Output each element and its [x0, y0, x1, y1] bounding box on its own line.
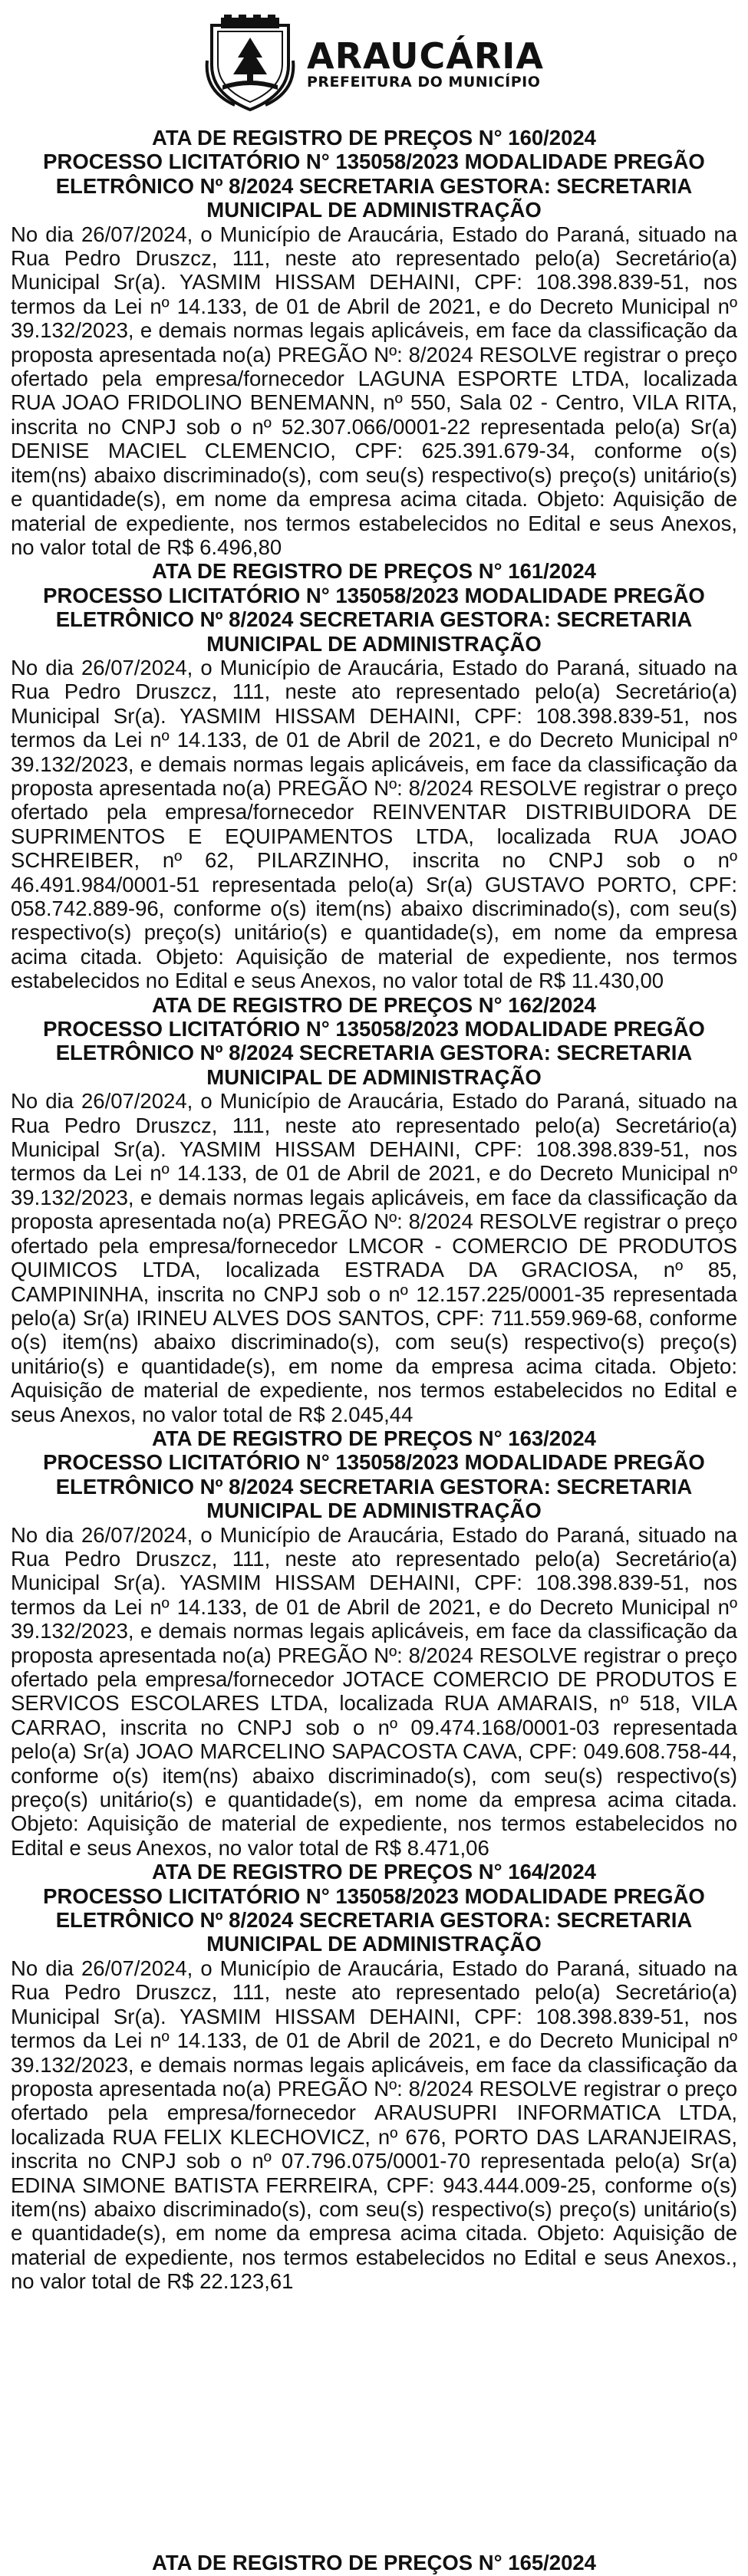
ata-title: ATA DE REGISTRO DE PREÇOS N° 162/2024 [152, 992, 596, 1017]
brand-name: ARAUCÁRIA [306, 35, 545, 77]
ata-subtitle: PROCESSO LICITATÓRIO N° 135058/2023 MODALIDADE PREGÃO ELETRÔNICO Nº 8/2024 SECRETARIA GESTORA: SECRETARIA MUNICIPAL DE ADMINISTRAÇÃO [43, 583, 705, 656]
page-header [0, 0, 748, 126]
ata-entry [11, 993, 737, 1426]
brand-subtitle: PREFEITURA DO MUNICÍPIO [306, 74, 541, 90]
ata-body: No dia 26/07/2024, o Município de Araucária, Estado do Paraná, situado na Rua Pedro Druszcz, 111, neste ato representado pelo(a) Secretário(a) Municipal Sr(a). YASMIM HISSAM DEHAINI, CPF: 108.398.839-51, nos termos da Lei nº 14.133, de 01 de Abril de 2021, e do Decreto Municipal nº 39.132/2023, e demais normas legais aplicáveis, em face da classificação da proposta apresentada no(a) PREGÃO Nº: 8/2024 RESOLVE registrar o preço ofertado pela empresa/fornecedor JOTACE COMERCIO DE PRODUTOS E SERVICOS ESCOLARES LTDA, localizada RUA AMARAIS, nº 518, VILA CARRAO, inscrita no CNPJ sob o nº 09.474.168/0001-03 representada pelo(a) Sr(a) JOAO MARCELINO SAPACOSTA CAVA, CPF: 049.608.758-44, conforme o(s) item(ns) abaixo discriminado(s), com seu(s) respectivo(s) preço(s) unitário(s) e quantidade(s), em nome da empresa acima citada. Objeto: Aquisição de material de expediente, nos termos estabelecidos no Edital e seus Anexos, no valor total de R$ 8.471,06 [11, 1522, 737, 1860]
ata-body: No dia 26/07/2024, o Município de Araucária, Estado do Paraná, situado na Rua Pedro Druszcz, 111, neste ato representado pelo(a) Secretário(a) Municipal Sr(a). YASMIM HISSAM DEHAINI, CPF: 108.398.839-51, nos termos da Lei nº 14.133, de 01 de Abril de 2021, e do Decreto Municipal nº 39.132/2023, e demais normas legais aplicáveis, em face da classificação da proposta apresentada no(a) PREGÃO Nº: 8/2024 RESOLVE registrar o preço ofertado pela empresa/fornecedor ARAUSUPRI INFORMATICA LTDA, localizada RUA FELIX KLECHOVICZ, nº 676, PORTO DAS LARANJEIRAS, inscrita no CNPJ sob o nº 07.796.075/0001-70 representada pelo(a) Sr(a) EDINA SIMONE BATISTA FERREIRA, CPF: 943.444.009-25, conforme o(s) item(ns) abaixo discriminado(s), com seu(s) respectivo(s) preço(s) unitário(s) e quantidade(s), em nome da empresa acima citada. Objeto: Aquisição de material de expediente, nos termos estabelecidos no Edital e seus Anexos., no valor total de R$ 22.123,61 [11, 1956, 737, 2294]
ata-entry [11, 1426, 737, 1860]
ata-title: ATA DE REGISTRO DE PREÇOS N° 160/2024 [152, 126, 596, 150]
ata-title: ATA DE REGISTRO DE PREÇOS N° 164/2024 [152, 1860, 596, 1884]
ata-subtitle: PROCESSO LICITATÓRIO N° 135058/2023 MODALIDADE PREGÃO ELETRÔNICO Nº 8/2024 SECRETARIA GESTORA: SECRETARIA MUNICIPAL DE ADMINISTRAÇÃO [43, 1017, 705, 1089]
ata-subtitle: PROCESSO LICITATÓRIO N° 135058/2023 MODALIDADE PREGÃO ELETRÔNICO Nº 8/2024 SECRETARIA GESTORA: SECRETARIA MUNICIPAL DE ADMINISTRAÇÃO [43, 1450, 705, 1523]
ata-body: No dia 26/07/2024, o Município de Araucária, Estado do Paraná, situado na Rua Pedro Druszcz, 111, neste ato representado pelo(a) Secretário(a) Municipal Sr(a). YASMIM HISSAM DEHAINI, CPF: 108.398.839-51, nos termos da Lei nº 14.133, de 01 de Abril de 2021, e do Decreto Municipal nº 39.132/2023, e demais normas legais aplicáveis, em face da classificação da proposta apresentada no(a) PREGÃO Nº: 8/2024 RESOLVE registrar o preço ofertado pela empresa/fornecedor LAGUNA ESPORTE LTDA, localizada RUA JOAO FRIDOLINO BENEMANN, nº 550, Sala 02 - Centro, VILA RITA, inscrita no CNPJ sob o nº 52.307.066/0001-22 representada pelo(a) Sr(a) DENISE MACIEL CLEMENCIO, CPF: 625.391.679-34, conforme o(s) item(ns) abaixo discriminado(s), com seu(s) respectivo(s) preço(s) unitário(s) e quantidade(s), em nome da empresa acima citada. Objeto: Aquisição de material de expediente, nos termos estabelecidos no Edital e seus Anexos, no valor total de R$ 6.496,80 [11, 222, 737, 559]
brand-block [306, 35, 545, 90]
document-content [0, 126, 748, 2294]
ata-subtitle: PROCESSO LICITATÓRIO N° 135058/2023 MODALIDADE PREGÃO ELETRÔNICO Nº 8/2024 SECRETARIA GESTORA: SECRETARIA MUNICIPAL DE ADMINISTRAÇÃO [43, 150, 705, 222]
municipal-crest-icon [204, 15, 296, 114]
ata-body: No dia 26/07/2024, o Município de Araucária, Estado do Paraná, situado na Rua Pedro Druszcz, 111, neste ato representado pelo(a) Secretário(a) Municipal Sr(a). YASMIM HISSAM DEHAINI, CPF: 108.398.839-51, nos termos da Lei nº 14.133, de 01 de Abril de 2021, e do Decreto Municipal nº 39.132/2023, e demais normas legais aplicáveis, em face da classificação da proposta apresentada no(a) PREGÃO Nº: 8/2024 RESOLVE registrar o preço ofertado pela empresa/fornecedor REINVENTAR DISTRIBUIDORA DE SUPRIMENTOS E EQUIPAMENTOS LTDA, localizada RUA JOAO SCHREIBER, nº 62, PILARZINHO, inscrita no CNPJ sob o nº 46.491.984/0001-51 representada pelo(a) Sr(a) GUSTAVO PORTO, CPF: 058.742.889-96, conforme o(s) item(ns) abaixo discriminado(s), com seu(s) respectivo(s) preço(s) unitário(s) e quantidade(s), em nome da empresa acima citada. Objeto: Aquisição de material de expediente, nos termos estabelecidos no Edital e seus Anexos, no valor total de R$ 11.430,00 [11, 655, 737, 993]
ata-subtitle: PROCESSO LICITATÓRIO N° 135058/2023 MODALIDADE PREGÃO ELETRÔNICO Nº 8/2024 SECRETARIA GESTORA: SECRETARIA MUNICIPAL DE ADMINISTRAÇÃO [43, 1883, 705, 1956]
ata-entry [11, 126, 737, 559]
ata-title: ATA DE REGISTRO DE PREÇOS N° 163/2024 [152, 1426, 596, 1450]
ata-title-cutoff: ATA DE REGISTRO DE PREÇOS N° 165/2024 [152, 2551, 596, 2574]
next-entry-cutoff [0, 2551, 748, 2576]
ata-body: No dia 26/07/2024, o Município de Araucária, Estado do Paraná, situado na Rua Pedro Druszcz, 111, neste ato representado pelo(a) Secretário(a) Municipal Sr(a). YASMIM HISSAM DEHAINI, CPF: 108.398.839-51, nos termos da Lei nº 14.133, de 01 de Abril de 2021, e do Decreto Municipal nº 39.132/2023, e demais normas legais aplicáveis, em face da classificação da proposta apresentada no(a) PREGÃO Nº: 8/2024 RESOLVE registrar o preço ofertado pela empresa/fornecedor LMCOR - COMERCIO DE PRODUTOS QUIMICOS LTDA, localizada ESTRADA DA GRACIOSA, nº 85, CAMPININHA, inscrita no CNPJ sob o nº 12.157.225/0001-35 representada pelo(a) Sr(a) IRINEU ALVES DOS SANTOS, CPF: 711.559.969-68, conforme o(s) item(ns) abaixo discriminado(s), com seu(s) respectivo(s) preço(s) unitário(s) e quantidade(s), em nome da empresa acima citada. Objeto: Aquisição de material de expediente, nos termos estabelecidos no Edital e seus Anexos, no valor total de R$ 2.045,44 [11, 1089, 737, 1426]
ata-title: ATA DE REGISTRO DE PREÇOS N° 161/2024 [152, 559, 596, 584]
ata-entry [11, 1860, 737, 2293]
ata-entry [11, 559, 737, 992]
